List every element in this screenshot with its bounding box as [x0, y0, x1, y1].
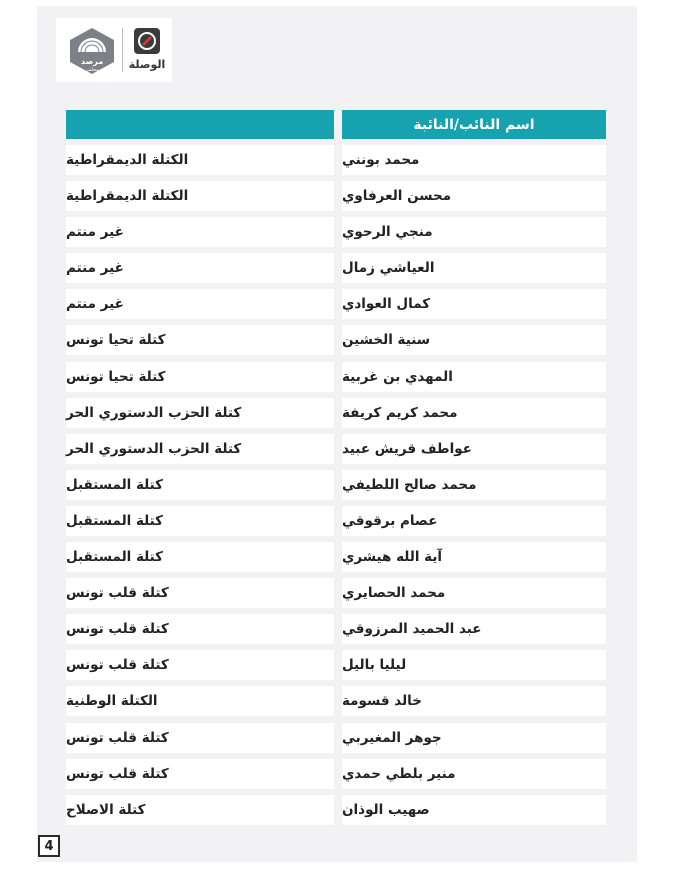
logo-separator: [122, 28, 123, 72]
page-number: 4: [38, 835, 60, 857]
deputy-name-cell: محمد كريم كريفة: [342, 398, 606, 428]
deputy-name-cell: عصام برقوقي: [342, 506, 606, 536]
bloc-cell: كتلة قلب تونس: [66, 759, 334, 789]
bloc-cell: كتلة المستقبل: [66, 542, 334, 572]
table-row: [66, 253, 606, 283]
deputies-table: [66, 145, 606, 831]
table-row: [66, 289, 606, 319]
bloc-cell: كتلة قلب تونس: [66, 614, 334, 644]
deputy-name-cell: محمد الحصايري: [342, 578, 606, 608]
bloc-cell: كتلة المستقبل: [66, 506, 334, 536]
deputy-name-cell: سنية الخشين: [342, 325, 606, 355]
bloc-cell: غير منتم: [66, 217, 334, 247]
table-row: [66, 181, 606, 211]
logo-banner: [56, 18, 172, 82]
table-row: [66, 723, 606, 753]
bloc-cell: كتلة قلب تونس: [66, 723, 334, 753]
table-row: [66, 506, 606, 536]
bloc-cell: كتلة الحزب الدستوري الحر: [66, 434, 334, 464]
deputy-name-cell: خالد قسومة: [342, 686, 606, 716]
table-row: [66, 686, 606, 716]
bloc-cell: غير منتم: [66, 289, 334, 319]
deputy-name-cell: محمد بونني: [342, 145, 606, 175]
bloc-cell: كتلة تحيا تونس: [66, 325, 334, 355]
deputy-name-cell: كمال العوادي: [342, 289, 606, 319]
table-row: [66, 542, 606, 572]
deputy-name-cell: المهدي بن غربية: [342, 362, 606, 392]
table-row: [66, 398, 606, 428]
left-margin: [0, 0, 37, 869]
table-row: [66, 145, 606, 175]
bloc-cell: غير منتم: [66, 253, 334, 283]
bloc-cell: الكتلة الوطنية: [66, 686, 334, 716]
bloc-column-header: [66, 110, 334, 139]
table-row: [66, 614, 606, 644]
deputy-name-cell: جوهر المغيربي: [342, 723, 606, 753]
bloc-cell: كتلة قلب تونس: [66, 578, 334, 608]
deputy-name-cell: آية الله هيشري: [342, 542, 606, 572]
deputy-name-cell: محمد صالح اللطيفي: [342, 470, 606, 500]
alwasla-logo-text: الوصلة: [128, 58, 166, 71]
deputy-name-cell: عواطف قريش عبيد: [342, 434, 606, 464]
bloc-cell: كتلة الاصلاح: [66, 795, 334, 825]
table-row: [66, 217, 606, 247]
compass-icon: [134, 28, 160, 54]
bloc-cell: الكتلة الديمقراطية: [66, 145, 334, 175]
bloc-cell: الكتلة الديمقراطية: [66, 181, 334, 211]
deputy-name-cell: صهيب الوذان: [342, 795, 606, 825]
deputy-name-cell: عبد الحميد المرزوقي: [342, 614, 606, 644]
bloc-cell: كتلة المستقبل: [66, 470, 334, 500]
bloc-cell: كتلة الحزب الدستوري الحر: [66, 398, 334, 428]
observatory-seal-logo: [66, 26, 118, 76]
svg-text:مرصد: مرصد: [80, 57, 104, 66]
bloc-cell: كتلة تحيا تونس: [66, 362, 334, 392]
table-row: [66, 795, 606, 825]
table-row: [66, 434, 606, 464]
deputy-name-cell: محسن العرفاوي: [342, 181, 606, 211]
table-row: [66, 759, 606, 789]
deputy-name-cell: منجي الرحوي: [342, 217, 606, 247]
table-row: [66, 470, 606, 500]
table-row: [66, 578, 606, 608]
name-column-header: اسم النائب/النائبة: [342, 110, 606, 139]
alwasla-logo: [128, 26, 166, 76]
bloc-cell: كتلة قلب تونس: [66, 650, 334, 680]
table-row: [66, 362, 606, 392]
table-row: [66, 325, 606, 355]
svg-text:مجلس: مجلس: [85, 67, 99, 73]
deputy-name-cell: ليليا باليل: [342, 650, 606, 680]
table-row: [66, 650, 606, 680]
right-margin: [637, 0, 675, 869]
deputy-name-cell: العياشي زمال: [342, 253, 606, 283]
deputy-name-cell: منير بلطي حمدي: [342, 759, 606, 789]
